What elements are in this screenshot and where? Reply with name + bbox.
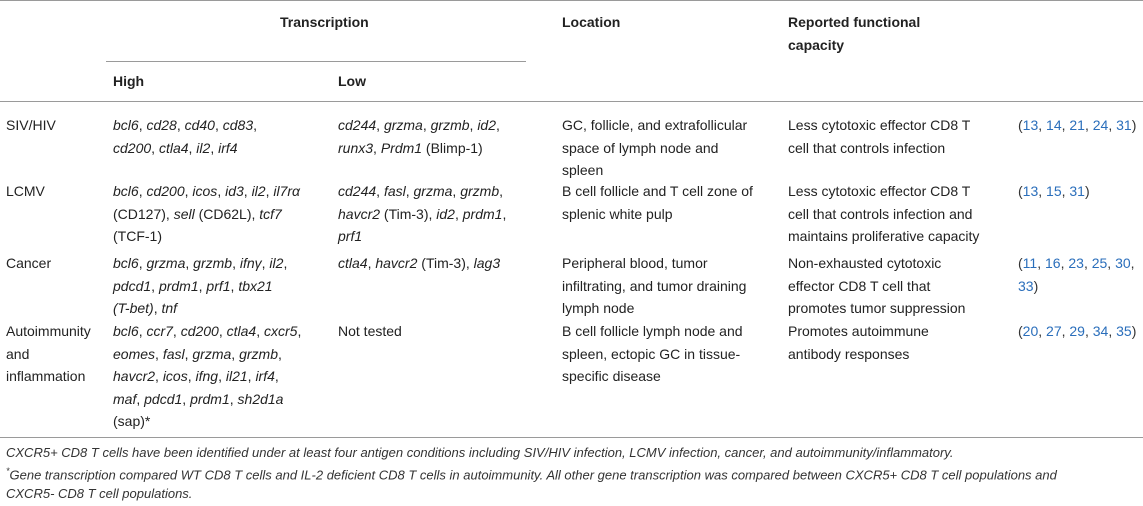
reference-link[interactable]: 34 <box>1092 323 1109 339</box>
row-references <box>1018 320 1136 343</box>
gene-name: cd200 <box>113 139 152 156</box>
gene-line <box>113 225 300 248</box>
gene-line <box>338 137 500 160</box>
gene-text: , <box>153 300 162 316</box>
reference-link[interactable]: 23 <box>1068 255 1084 271</box>
reference-link[interactable]: 15 <box>1046 183 1062 199</box>
gene-name: grzmb <box>239 345 278 362</box>
gene-name: tcf7 <box>259 205 282 222</box>
reference-line: (13, 14, 21, 24, 31) <box>1018 117 1137 133</box>
gene-text: (Blimp-1) <box>422 139 483 156</box>
gene-line <box>113 410 301 433</box>
condition-line: LCMV <box>6 183 45 199</box>
gene-name: cd244 <box>338 117 377 133</box>
gene-name: bcl6 <box>113 323 139 339</box>
footnote-2-mark: * <box>6 466 10 476</box>
gene-line <box>338 252 500 275</box>
reference-link[interactable]: 21 <box>1069 117 1085 133</box>
gene-name: (T-bet) <box>113 300 154 316</box>
function-line: Less cytotoxic effector CD8 T <box>788 117 971 133</box>
reference-link[interactable]: 16 <box>1045 255 1061 271</box>
gene-line <box>113 365 301 388</box>
gene-name: prdm1 <box>462 205 503 222</box>
transcription-underline <box>106 61 526 62</box>
gene-list-low <box>338 180 506 248</box>
gene-text: , <box>138 323 147 339</box>
gene-text: , <box>232 255 240 271</box>
gene-name: grzma <box>383 117 423 133</box>
footnote-1: CXCR5+ CD8 T cells have been identified under at least four antigen conditions including SIV/HIV infection, LCMV infection, cancer, and autoimmunity/inflammatory. <box>6 445 954 460</box>
gene-line <box>113 320 301 343</box>
reference-link[interactable]: 13 <box>1022 117 1039 133</box>
gene-text: , <box>172 323 181 339</box>
gene-text: , <box>405 183 414 199</box>
gene-name: bcl6 <box>113 183 139 199</box>
gene-line <box>113 203 300 226</box>
reference-link[interactable]: 20 <box>1022 323 1039 339</box>
gene-name: lag3 <box>473 255 501 271</box>
gene-text: , <box>230 277 239 294</box>
gene-text: , <box>247 368 256 384</box>
gene-name: havcr2 <box>375 255 418 271</box>
reference-link[interactable]: 25 <box>1091 255 1108 271</box>
function-line: maintains proliferative capacity <box>788 228 980 244</box>
gene-text: (TCF-1) <box>113 228 162 244</box>
header-high: High <box>113 73 145 89</box>
reference-link[interactable]: 33 <box>1018 277 1034 294</box>
gene-name: il2 <box>251 183 266 199</box>
gene-text: , <box>231 345 240 362</box>
gene-name: cd200 <box>146 183 185 199</box>
gene-line <box>113 297 287 320</box>
gene-text: , <box>283 255 288 271</box>
header-transcription: Transcription <box>280 14 369 30</box>
gene-name: ctla4 <box>158 139 189 156</box>
row-references <box>1018 180 1090 203</box>
gene-text: (CD62L), <box>194 205 260 222</box>
gene-text: , <box>218 323 227 339</box>
location-line: lymph node <box>562 300 635 316</box>
row-references <box>1018 114 1136 137</box>
gene-name: ctla4 <box>338 255 368 271</box>
gene-name: irf4 <box>218 139 238 156</box>
reference-link[interactable]: 13 <box>1022 183 1039 199</box>
gene-text: , <box>376 183 384 199</box>
gene-text: , <box>229 390 238 407</box>
gene-name: il21 <box>225 368 248 384</box>
row-function <box>788 320 929 365</box>
reference-line: (20, 27, 29, 34, 35) <box>1018 323 1137 339</box>
row-condition <box>6 114 56 137</box>
gene-text: , <box>185 255 194 271</box>
gene-name: grzmb <box>460 183 500 199</box>
gene-text: , <box>138 183 147 199</box>
gene-line <box>338 320 402 343</box>
gene-text: , <box>138 255 147 271</box>
location-line: Peripheral blood, tumor <box>562 255 708 271</box>
reference-link[interactable]: 31 <box>1116 117 1132 133</box>
gene-text: , <box>376 117 384 133</box>
row-function <box>788 114 970 159</box>
footnote-3: CXCR5- CD8 T cell populations. <box>6 486 193 502</box>
gene-text: , <box>452 183 461 199</box>
gene-name: icos <box>162 368 188 384</box>
table-footnotes <box>6 443 1136 503</box>
gene-name: grzmb <box>430 117 470 133</box>
function-line: promotes tumor suppression <box>788 300 966 316</box>
gene-name: il2 <box>269 255 284 271</box>
gene-name: cxcr5 <box>264 323 298 339</box>
gene-text: , <box>176 117 185 133</box>
table-bottom-rule <box>0 437 1143 438</box>
location-line: B cell follicle and T cell zone of <box>562 183 753 199</box>
gene-name: il2 <box>196 139 211 156</box>
footnote-2-text: Gene transcription compared WT CD8 T cells and IL-2 deficient CD8 T cells in autoimmunity. All other gene transcription was compared between CXCR5+ CD8 T cell populations and <box>9 467 1057 483</box>
row-function <box>788 180 979 248</box>
gene-text: , <box>499 183 503 199</box>
gene-text: , <box>253 117 257 133</box>
gene-text: , <box>265 183 274 199</box>
gene-text: Not tested <box>338 323 402 339</box>
function-line: cell that controls infection <box>788 139 946 156</box>
gene-line <box>338 225 506 248</box>
gene-name: cd83 <box>222 117 254 133</box>
gene-name: havcr2 <box>113 368 156 384</box>
row-condition <box>6 252 51 275</box>
row-condition <box>6 320 91 388</box>
location-line: spleen, ectopic GC in tissue- <box>562 345 741 362</box>
gene-text: , <box>184 345 193 362</box>
gene-name: bcl6 <box>113 117 139 133</box>
gene-name: sell <box>173 205 195 222</box>
gene-name: cd40 <box>184 117 215 133</box>
gene-text: , <box>277 345 282 362</box>
condition-line: SIV/HIV <box>6 117 56 133</box>
row-location <box>562 252 746 320</box>
reference-link[interactable]: 11 <box>1022 255 1038 271</box>
reference-line: (11, 16, 23, 25, 30, <box>1018 255 1135 271</box>
function-line: effector CD8 T cell that <box>788 277 931 294</box>
gene-text: , <box>187 368 196 384</box>
gene-text: , <box>136 390 145 407</box>
function-line: antibody responses <box>788 345 910 362</box>
reference-link[interactable]: 24 <box>1092 117 1109 133</box>
gene-name: ccr7 <box>146 323 173 339</box>
gene-list-high <box>113 252 287 320</box>
gene-text: , <box>502 205 507 222</box>
gene-text: , <box>496 117 500 133</box>
gene-name: cd200 <box>180 323 219 339</box>
gene-name: prf1 <box>206 277 231 294</box>
gene-name: grzma <box>413 183 453 199</box>
row-references <box>1018 252 1135 297</box>
gene-line <box>338 180 506 203</box>
gene-text: , <box>373 139 381 156</box>
gene-list-low <box>338 252 500 275</box>
gene-line <box>113 180 300 203</box>
gene-line <box>113 114 257 137</box>
reference-link[interactable]: 14 <box>1046 117 1062 133</box>
gene-text: , <box>256 323 264 339</box>
header-function-line2: capacity <box>788 36 845 53</box>
gene-name: id2 <box>436 205 455 222</box>
gene-text: (Tim-3), <box>417 255 474 271</box>
reference-link[interactable]: 27 <box>1046 323 1062 339</box>
location-line: specific disease <box>562 368 661 384</box>
gene-name: ifnγ <box>239 255 262 271</box>
location-line: infiltrating, and tumor draining <box>562 277 747 294</box>
gene-name: prdm1 <box>158 277 199 294</box>
gene-list-low <box>338 114 500 159</box>
gene-name: grzma <box>192 345 232 362</box>
gene-text: , <box>210 139 219 156</box>
gene-name: sh2d1a <box>237 390 284 407</box>
gene-text: , <box>155 368 163 384</box>
gene-name: fasl <box>383 183 406 199</box>
gene-text: , <box>367 255 376 271</box>
header-low: Low <box>338 73 366 89</box>
gene-name: ifng <box>195 368 219 384</box>
location-line: GC, follicle, and extrafollicular <box>562 117 748 133</box>
gene-name: tnf <box>161 300 178 316</box>
gene-text: , <box>274 368 279 384</box>
condition-line: and <box>6 345 30 362</box>
gene-name: fasl <box>162 345 185 362</box>
row-condition <box>6 180 45 203</box>
row-location <box>562 114 747 182</box>
gene-name: bcl6 <box>113 255 139 271</box>
function-line: Less cytotoxic effector CD8 T <box>788 183 971 199</box>
gene-name: runx3 <box>338 139 374 156</box>
gene-text: , <box>151 277 159 294</box>
location-line: splenic white pulp <box>562 205 673 222</box>
gene-line <box>113 252 287 275</box>
row-function <box>788 252 965 320</box>
gene-text: , <box>182 390 191 407</box>
gene-line <box>113 137 257 160</box>
gene-text: , <box>198 277 207 294</box>
gene-text: , <box>184 183 193 199</box>
gene-name: tbx21 <box>238 277 273 294</box>
header-function-line1: Reported functional <box>788 14 921 30</box>
gene-list-high <box>113 320 301 433</box>
top-rule <box>0 0 1143 1</box>
gene-name: Prdm1 <box>380 139 423 156</box>
gene-name: eomes <box>113 345 156 362</box>
gene-list-low <box>338 320 402 343</box>
gene-name: pdcd1 <box>113 277 152 294</box>
reference-link[interactable]: 29 <box>1069 323 1085 339</box>
gene-text: (sap)* <box>113 413 151 429</box>
gene-name: cd244 <box>338 183 377 199</box>
gene-list-high <box>113 180 300 248</box>
function-line: Promotes autoimmune <box>788 323 929 339</box>
gene-name: grzma <box>146 255 186 271</box>
reference-link[interactable]: 31 <box>1069 183 1085 199</box>
gene-text: , <box>243 183 252 199</box>
gene-name: icos <box>192 183 218 199</box>
gene-text: (Tim-3), <box>380 205 437 222</box>
row-location <box>562 180 753 225</box>
gene-text: , <box>214 117 223 133</box>
gene-name: prf1 <box>338 228 363 244</box>
gene-text: , <box>297 323 302 339</box>
gene-text: , <box>454 205 463 222</box>
location-line: B cell follicle lymph node and <box>562 323 743 339</box>
gene-name: irf4 <box>255 368 275 384</box>
gene-name: id3 <box>225 183 244 199</box>
header-bottom-rule <box>0 101 1143 102</box>
condition-line: inflammation <box>6 368 86 384</box>
condition-line: Autoimmunity <box>6 323 91 339</box>
gene-name: havcr2 <box>338 205 381 222</box>
gene-line <box>113 275 287 298</box>
header-function <box>788 11 920 56</box>
gene-text: , <box>469 117 478 133</box>
gene-line <box>113 343 301 366</box>
gene-name: id2 <box>477 117 496 133</box>
location-line: space of lymph node and <box>562 139 719 156</box>
reference-line: (13, 15, 31) <box>1018 183 1090 199</box>
gene-list-high <box>113 114 257 159</box>
function-line: cell that controls infection and <box>788 205 973 222</box>
gene-text: , <box>422 117 431 133</box>
gene-text: , <box>261 255 270 271</box>
gene-text: , <box>217 183 226 199</box>
function-line: Non-exhausted cytotoxic <box>788 255 942 271</box>
gene-name: pdcd1 <box>144 390 183 407</box>
location-line: spleen <box>562 162 604 178</box>
gene-text: , <box>155 345 163 362</box>
gene-line <box>338 203 506 226</box>
condition-line: Cancer <box>6 255 52 271</box>
gene-text: (CD127), <box>113 205 174 222</box>
gene-name: grzmb <box>193 255 233 271</box>
gene-line <box>338 114 500 137</box>
header-location: Location <box>562 14 621 30</box>
gene-name: cd28 <box>146 117 177 133</box>
gene-name: maf <box>113 390 137 407</box>
gene-name: ctla4 <box>226 323 257 339</box>
gene-text: , <box>138 117 147 133</box>
reference-line: 33) <box>1018 277 1039 294</box>
gene-text: , <box>218 368 226 384</box>
gene-text: , <box>188 139 197 156</box>
reference-link[interactable]: 30 <box>1115 255 1131 271</box>
gene-name: prdm1 <box>190 390 230 407</box>
gene-name: il7rα <box>273 183 301 199</box>
gene-text: , <box>151 139 159 156</box>
footnote-2 <box>6 462 1136 484</box>
gene-line <box>113 388 301 411</box>
reference-link[interactable]: 35 <box>1116 323 1132 339</box>
row-location <box>562 320 743 388</box>
